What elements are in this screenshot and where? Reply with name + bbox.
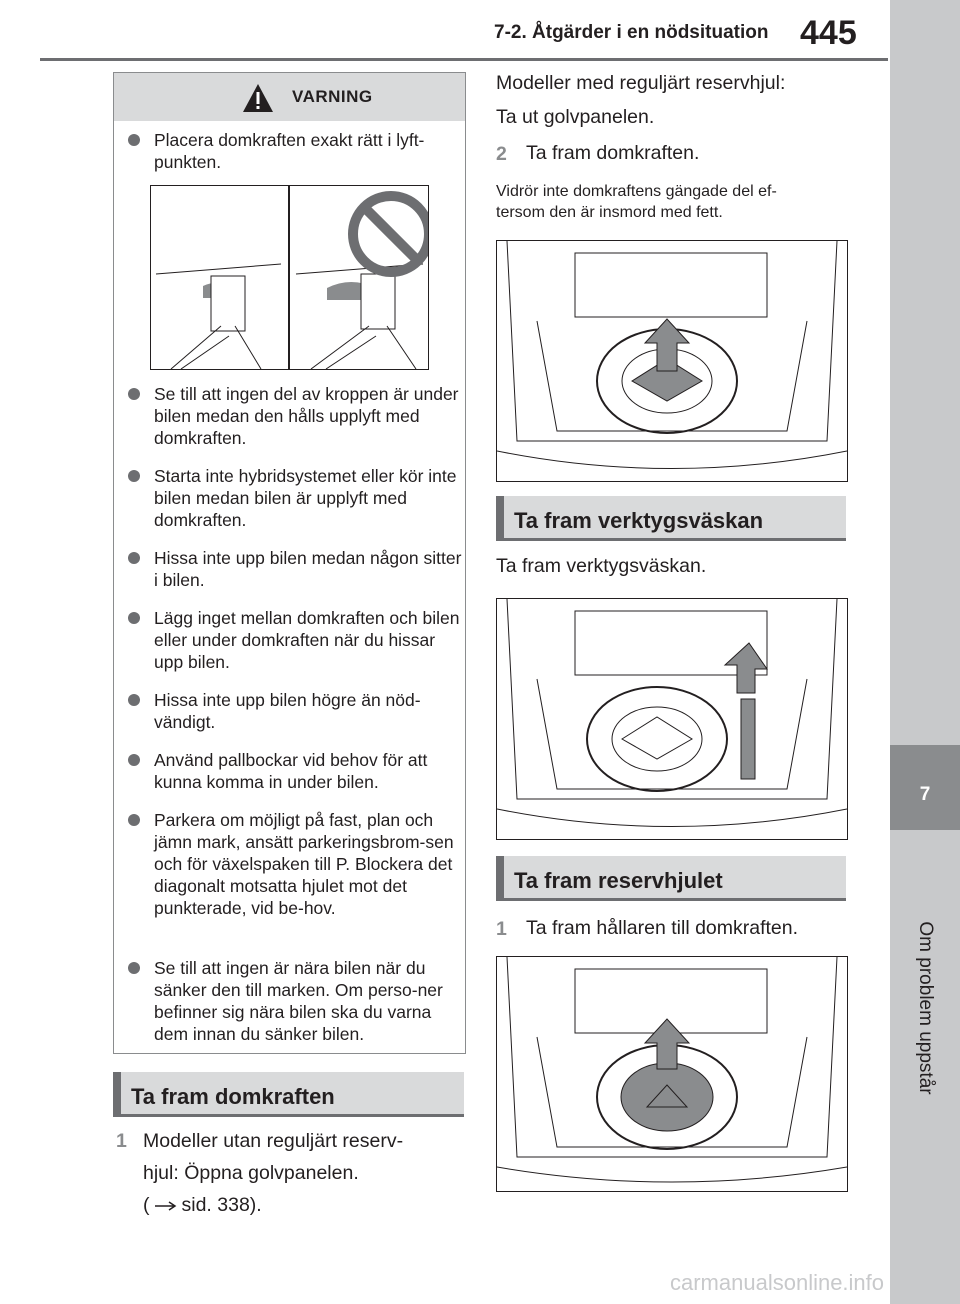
jack-lift-point-illustration xyxy=(150,185,429,370)
bullet-dot-icon xyxy=(128,470,140,482)
bullet-dot-icon xyxy=(128,754,140,766)
watermark: carmanualsonline.info xyxy=(670,1270,885,1295)
intro-text: Modeller med reguljärt reservhjul: xyxy=(496,72,786,94)
warning-title: VARNING xyxy=(292,87,373,106)
warning-bullet-text: Hissa inte upp bilen medan någon sitter i bilen. xyxy=(154,548,462,590)
section-heading-spare-wheel xyxy=(496,856,846,901)
trunk-drawing xyxy=(497,241,847,481)
note-text: Vidrör inte domkraftens gängade del ef- xyxy=(496,183,777,200)
jack-lift-point-drawing xyxy=(151,186,428,369)
step-text: Ta fram domkraften. xyxy=(526,142,700,164)
section-heading-text: Ta fram domkraften xyxy=(131,1084,335,1109)
trunk-tool-bag-illustration xyxy=(496,598,848,840)
trunk-spare-wheel-illustration xyxy=(496,956,848,1192)
warning-bullet-text: Se till att ingen är nära bilen när du sänker den till marken. Om perso-ner befinner sig nära bilen ska du varna dem innan du sänker bilen. xyxy=(154,958,443,1044)
page-number: 445 xyxy=(800,14,857,52)
heading-accent-bar xyxy=(496,856,504,898)
bullet-dot-icon xyxy=(128,814,140,826)
note-text: tersom den är insmord med fett. xyxy=(496,204,723,221)
trunk-drawing xyxy=(497,957,847,1191)
bullet-dot-icon xyxy=(128,552,140,564)
step-text-line: hjul: Öppna golvpanelen. xyxy=(143,1162,359,1184)
warning-bullet-text: Starta inte hybridsystemet eller kör inte bilen medan bilen är upplyft med domkraften. xyxy=(154,466,457,530)
warning-bullet-text: Se till att ingen del av kroppen är under bilen medan den hålls upplyft med domkraften. xyxy=(154,384,459,448)
heading-accent-bar xyxy=(496,496,504,538)
section-heading-text: Ta fram verktygsväskan xyxy=(514,508,764,533)
intro-text: Ta ut golvpanelen. xyxy=(496,106,655,128)
warning-bullet-text: Använd pallbockar vid behov för att kunna komma in under bilen. xyxy=(154,750,428,792)
section-heading-jack xyxy=(113,1072,464,1117)
bullet-dot-icon xyxy=(128,962,140,974)
warning-bullet-text: Hissa inte upp bilen högre än nöd-vändigt. xyxy=(154,690,421,732)
trunk-drawing xyxy=(497,599,847,839)
bullet-dot-icon xyxy=(128,612,140,624)
step-text-line: Modeller utan reguljärt reserv- xyxy=(143,1130,404,1152)
step-number: 1 xyxy=(116,1130,127,1152)
bullet-dot-icon xyxy=(128,694,140,706)
chapter-side-tab xyxy=(890,0,960,1304)
section-heading-tool-bag xyxy=(496,496,846,541)
section-heading-text: Ta fram reservhjulet xyxy=(514,868,723,893)
section-title: 7-2. Åtgärder i en nödsituation xyxy=(494,22,769,43)
heading-accent-bar xyxy=(113,1072,121,1114)
step-number: 1 xyxy=(496,918,507,940)
header-rule xyxy=(40,58,888,61)
warning-triangle-icon xyxy=(242,83,274,113)
warning-bullet-text: Parkera om möjligt på fast, plan och jämn mark, ansätt parkeringsbrom-sen och för växelspaken till P. Blockera det diagonalt motsatta hjulet mot det punkterade, vid be-hov. xyxy=(154,810,454,918)
bullet-dot-icon xyxy=(128,134,140,146)
page-reference: ( sid. 338). xyxy=(143,1194,262,1216)
warning-header xyxy=(114,73,465,121)
step-text: Ta fram hållaren till domkraften. xyxy=(526,917,799,939)
warning-box xyxy=(113,72,466,1054)
warning-bullet-text: Placera domkraften exakt rätt i lyft-punkten. xyxy=(154,130,425,172)
section-text: Ta fram verktygsväskan. xyxy=(496,555,707,577)
step-number: 2 xyxy=(496,143,507,165)
warning-bullet-text: Lägg inget mellan domkraften och bilen eller under domkraften när du hissar upp bilen. xyxy=(154,608,460,672)
page-reference-text: sid. 338). xyxy=(181,1194,262,1216)
chapter-number: 7 xyxy=(890,745,960,830)
bullet-dot-icon xyxy=(128,388,140,400)
arrow-right-icon xyxy=(154,1200,178,1212)
chapter-title-text: Om problem uppstår xyxy=(915,921,936,1095)
trunk-jack-illustration xyxy=(496,240,848,482)
